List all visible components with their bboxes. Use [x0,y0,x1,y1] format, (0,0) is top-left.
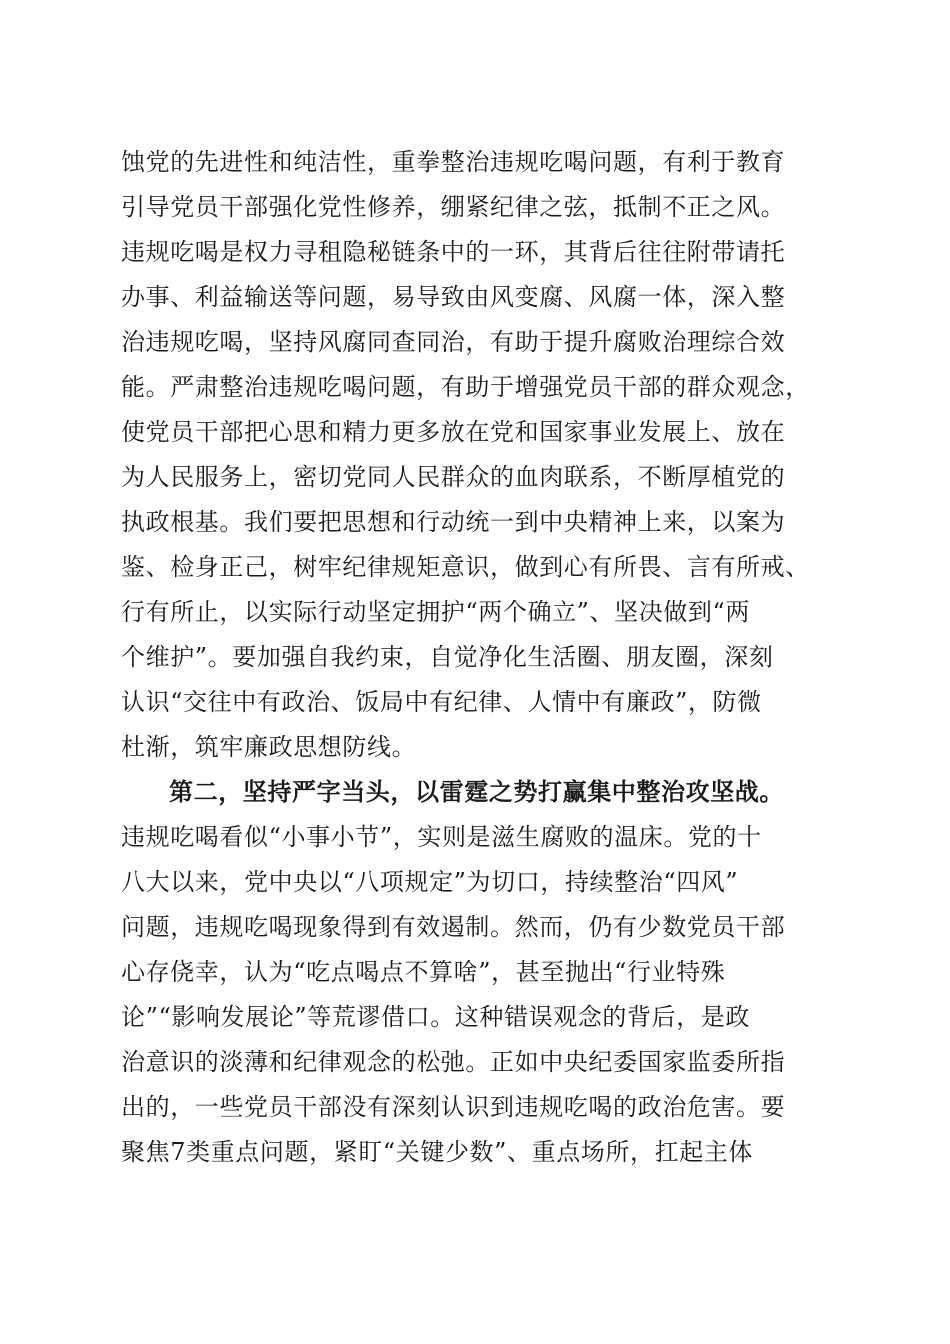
text-line: 办事、利益输送等问题，易导致由风变腐、风腐一体，深入整 [121,283,786,311]
text-line: 使党员干部把心思和精力更多放在党和国家事业发展上、放在 [121,418,786,446]
text-line: 聚焦7类重点问题，紧盯“关键少数”、重点场所，扛起主体 [121,1138,754,1166]
text-line: 治违规吃喝，坚持风腐同查同治，有助于提升腐败治理综合效 [121,328,786,356]
text-line: 引导党员干部强化党性修养，绷紧纪律之弦，抵制不正之风。 [121,193,786,221]
text-line: 论”“影响发展论”等荒谬借口。这种错误观念的背后，是政 [121,1003,751,1031]
text-line: 杜渐，筑牢廉政思想防线。 [121,733,417,761]
text-line: 出的，一些党员干部没有深刻认识到违规吃喝的政治危害。要 [121,1093,786,1121]
text-line: 行有所止，以实际行动坚定拥护“两个确立”、坚决做到“两 [121,598,751,626]
text-line: 能。严肃整治违规吃喝问题，有助于增强党员干部的群众观念， [121,373,810,401]
section-heading: 第二，坚持严字当头，以雷霆之势打赢集中整治攻坚战。 [169,777,784,806]
text-line: 违规吃喝看似“小事小节”，实则是滋生腐败的温床。党的十 [121,823,762,851]
text-line: 违规吃喝是权力寻租隐秘链条中的一环，其背后往往附带请托 [121,238,786,266]
text-line: 问题，违规吃喝现象得到有效遏制。然而，仍有少数党员干部 [121,913,786,941]
text-line: 执政根基。我们要把思想和行动统一到中央精神上来，以案为 [121,508,786,536]
text-line: 八大以来，党中央以“八项规定”为切口，持续整治“四风” [121,868,739,896]
text-line: 为人民服务上，密切党同人民群众的血肉联系，不断厚植党的 [121,463,786,491]
text-line: 鉴、检身正己，树牢纪律规矩意识，做到心有所畏、言有所戒、 [121,553,810,581]
text-line: 治意识的淡薄和纪律观念的松弛。正如中央纪委国家监委所指 [121,1048,786,1076]
text-line: 心存侥幸，认为“吃点喝点不算啥”，甚至抛出“行业特殊 [121,958,726,986]
text-line: 蚀党的先进性和纯洁性，重拳整治违规吃喝问题，有利于教育 [121,148,786,176]
text-line: 个维护”。要加强自我约束，自觉净化生活圈、朋友圈，深刻 [121,643,774,671]
text-line: 认识“交往中有政治、饭局中有纪律、人情中有廉政”，防微 [121,688,762,716]
